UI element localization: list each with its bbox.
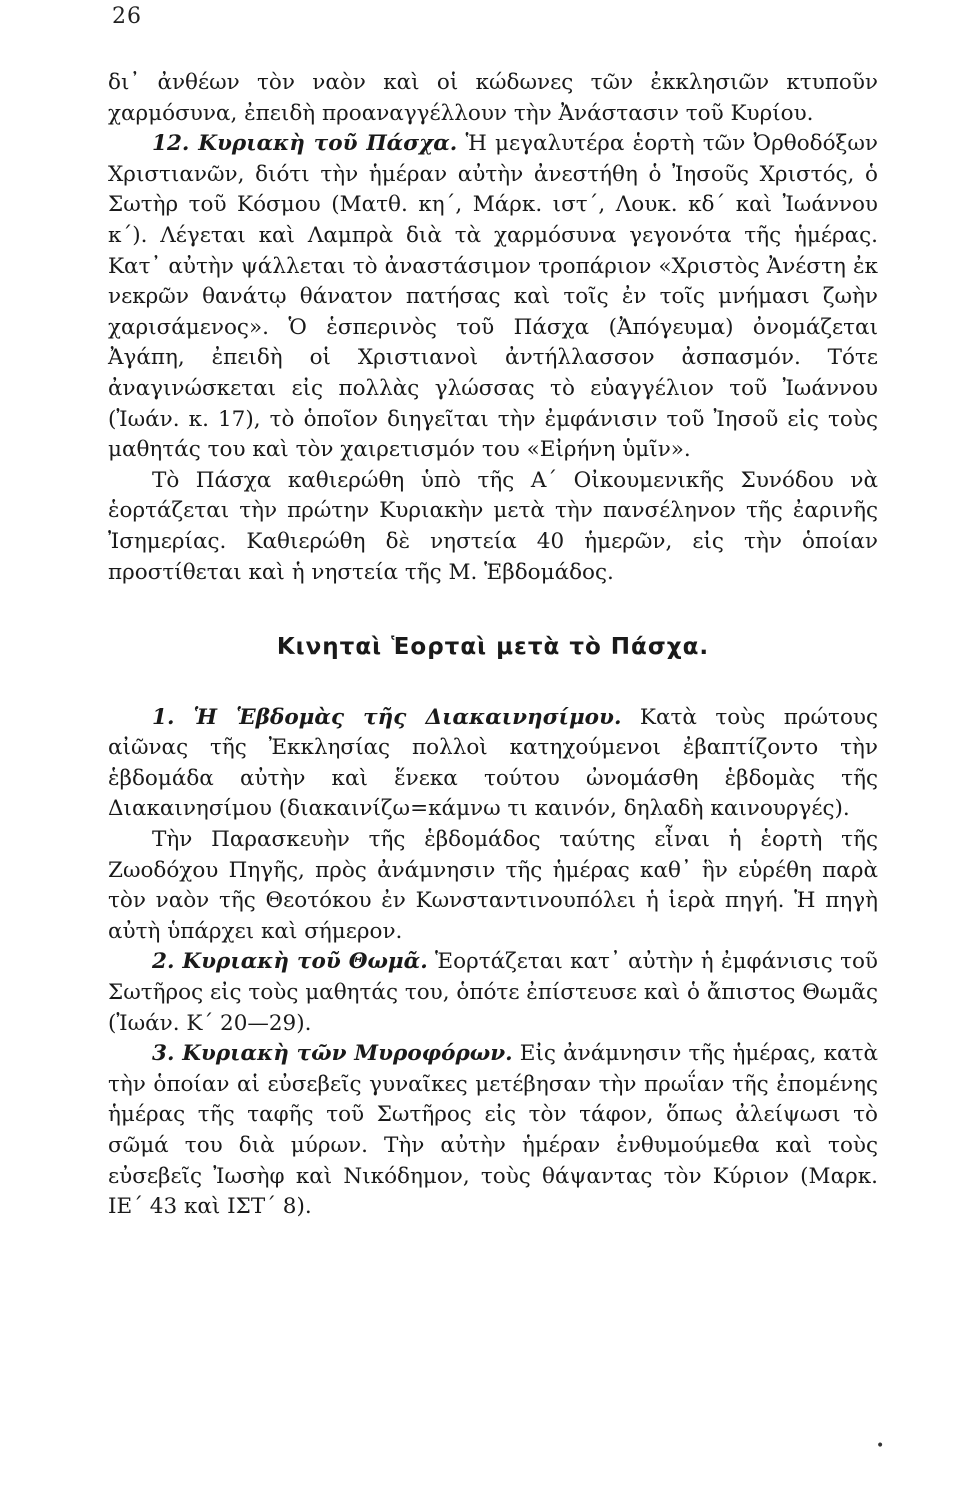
page-body [108,68,878,1223]
section-heading: Κινηταὶ Ἑορταὶ μετὰ τὸ Πάσχα. [276,634,710,661]
paragraph-continuation [108,68,878,129]
paragraph-myrophoroi [108,1039,878,1223]
paragraph-text: Εἰς ἀνάμνησιν τῆς ἡμέρας, κατὰ τὴν ὁποίαν αἱ εὐσεβεῖς γυναῖκες μετέβησαν τὴν πρωΐαν τῆς ἐπομένης ἡμέρας τῆς ταφῆς τοῦ Σωτῆρος εἰς τὸν τάφον, ὅπως ἀλείψωσι τὸ σῶμά του διὰ μύρων. Τὴν αὐτὴν ἡμέραν ἐνθυμούμεθα καὶ τοὺς εὐσεβεῖς Ἰωσὴφ καὶ Νικόδημον, τοὺς θάψαντας τὸν Κύριον (Μαρκ. ΙΕ΄ 43 καὶ ΙΣΤ΄ 8). [108,1041,878,1220]
page-number: 26 [112,4,142,29]
paragraph-text: Τὸ Πάσχα καθιερώθη ὑπὸ τῆς Α΄ Οἰκουμενικῆς Συνόδου νὰ ἑορτάζεται τὴν πρώτην Κυριακὴν μετὰ τὴν πανσέληνον τῆς ἐαρινῆς Ἰσημερίας. Καθιερώθη δὲ νηστεία 40 ἡμερῶν, εἰς τὴν ὁποίαν προστίθεται καὶ ἡ νηστεία τῆς Μ. Ἑβδομάδος. [108,467,878,585]
section-label: 1. Ἡ Ἑβδομὰς τῆς Διακαινησίμου. [152,704,622,730]
paragraph-text: Ἡ μεγαλυτέρα ἑορτὴ τῶν Ὀρθοδόξων Χριστιανῶν, διότι τὴν ἡμέραν αὐτὴν ἀνεστήθη ὁ Ἰησοῦς Χριστός, ὁ Σωτὴρ τοῦ Κόσμου (Ματθ. κη΄, Μάρκ. ιστ΄, Λουκ. κδ΄ καὶ Ἰωάννου κ΄). Λέγεται καὶ Λαμπρὰ διὰ τὰ χαρμόσυνα γεγονότα τῆς ἡμέρας. Κατ᾽ αὐτὴν ψάλλεται τὸ ἀναστάσιμον τροπάριον «Χριστὸς Ἀνέστη ἐκ νεκρῶν θανάτῳ θάνατον πατήσας καὶ τοῖς ἐν τοῖς μνήμασι ζωὴν χαρισάμενος». Ὁ ἑσπερινὸς τοῦ Πάσχα (Ἀπόγευμα) ὀνομάζεται Ἀγάπη, ἐπειδὴ οἱ Χριστιανοὶ ἀντήλλασσον ἀσπασμόν. Τότε ἀναγινώσκεται εἰς πολλὰς γλώσσας τὸ εὐαγγέλιον τοῦ Ἰωάννου (Ἰωάν. κ. 17), τὸ ὁποῖον διηγεῖται τὴν ἐμφάνισιν τοῦ Ἰησοῦ εἰς τοὺς μαθητάς του καὶ τὸν χαιρετισμόν του «Εἰρήνη ὑμῖν». [108,131,878,463]
section-label: 3. Κυριακὴ τῶν Μυροφόρων. [152,1041,513,1067]
paragraph-pascha-synod [108,466,878,588]
bullet-mark-icon: • [876,1438,885,1454]
paragraph-thomas [108,947,878,1039]
paragraph-kyriaki-pascha [108,129,878,466]
paragraph-text: δι᾽ ἀνθέων τὸν ναὸν καὶ οἱ κώδωνες τῶν ἐκκλησιῶν κτυποῦν χαρμόσυνα, ἐπειδὴ προαναγγέλλουν τὴν Ἀνάστασιν τοῦ Κυρίου. [108,70,878,126]
paragraph-zoodochos-pigi [108,825,878,947]
paragraph-text: Κατὰ τοὺς πρώτους αἰῶνας τῆς Ἐκκλησίας πολλοὶ κατηχούμενοι ἐβαπτίζοντο τὴν ἑβδομάδα αὐτὴν καὶ ἕνεκα τούτου ὠνομάσθη ἑβδομὰς τῆς Διακαινησίμου (διακαινίζω=κάμνω τι καινόν, δηλαδὴ καινουργές). [108,704,878,822]
paragraph-diakainisimos [108,703,878,825]
section-label: 2. Κυριακὴ τοῦ Θωμᾶ. [152,949,428,975]
paragraph-text: Τὴν Παρασκευὴν τῆς ἑβδομάδος ταύτης εἶναι ἡ ἑορτὴ τῆς Ζωοδόχου Πηγῆς, πρὸς ἀνάμνησιν τῆς ἡμέρας καθ᾽ ἣν εὑρέθη παρὰ τὸν ναὸν τῆς Θεοτόκου ἐν Κωνσταντινουπόλει ἡ ἱερὰ πηγή. Ἡ πηγὴ αὐτὴ ὑπάρχει καὶ σήμερον. [108,827,878,944]
paragraph-text: Ἑορτάζεται κατ᾽ αὐτὴν ἡ ἐμφάνισις τοῦ Σωτῆρος εἰς τοὺς μαθητάς του, ὁπότε ἐπίστευσε καὶ ὁ ἄπιστος Θωμᾶς (Ἰωάν. Κ΄ 20—29). [108,949,878,1036]
section-label: 12. Κυριακὴ τοῦ Πάσχα. [152,131,458,157]
